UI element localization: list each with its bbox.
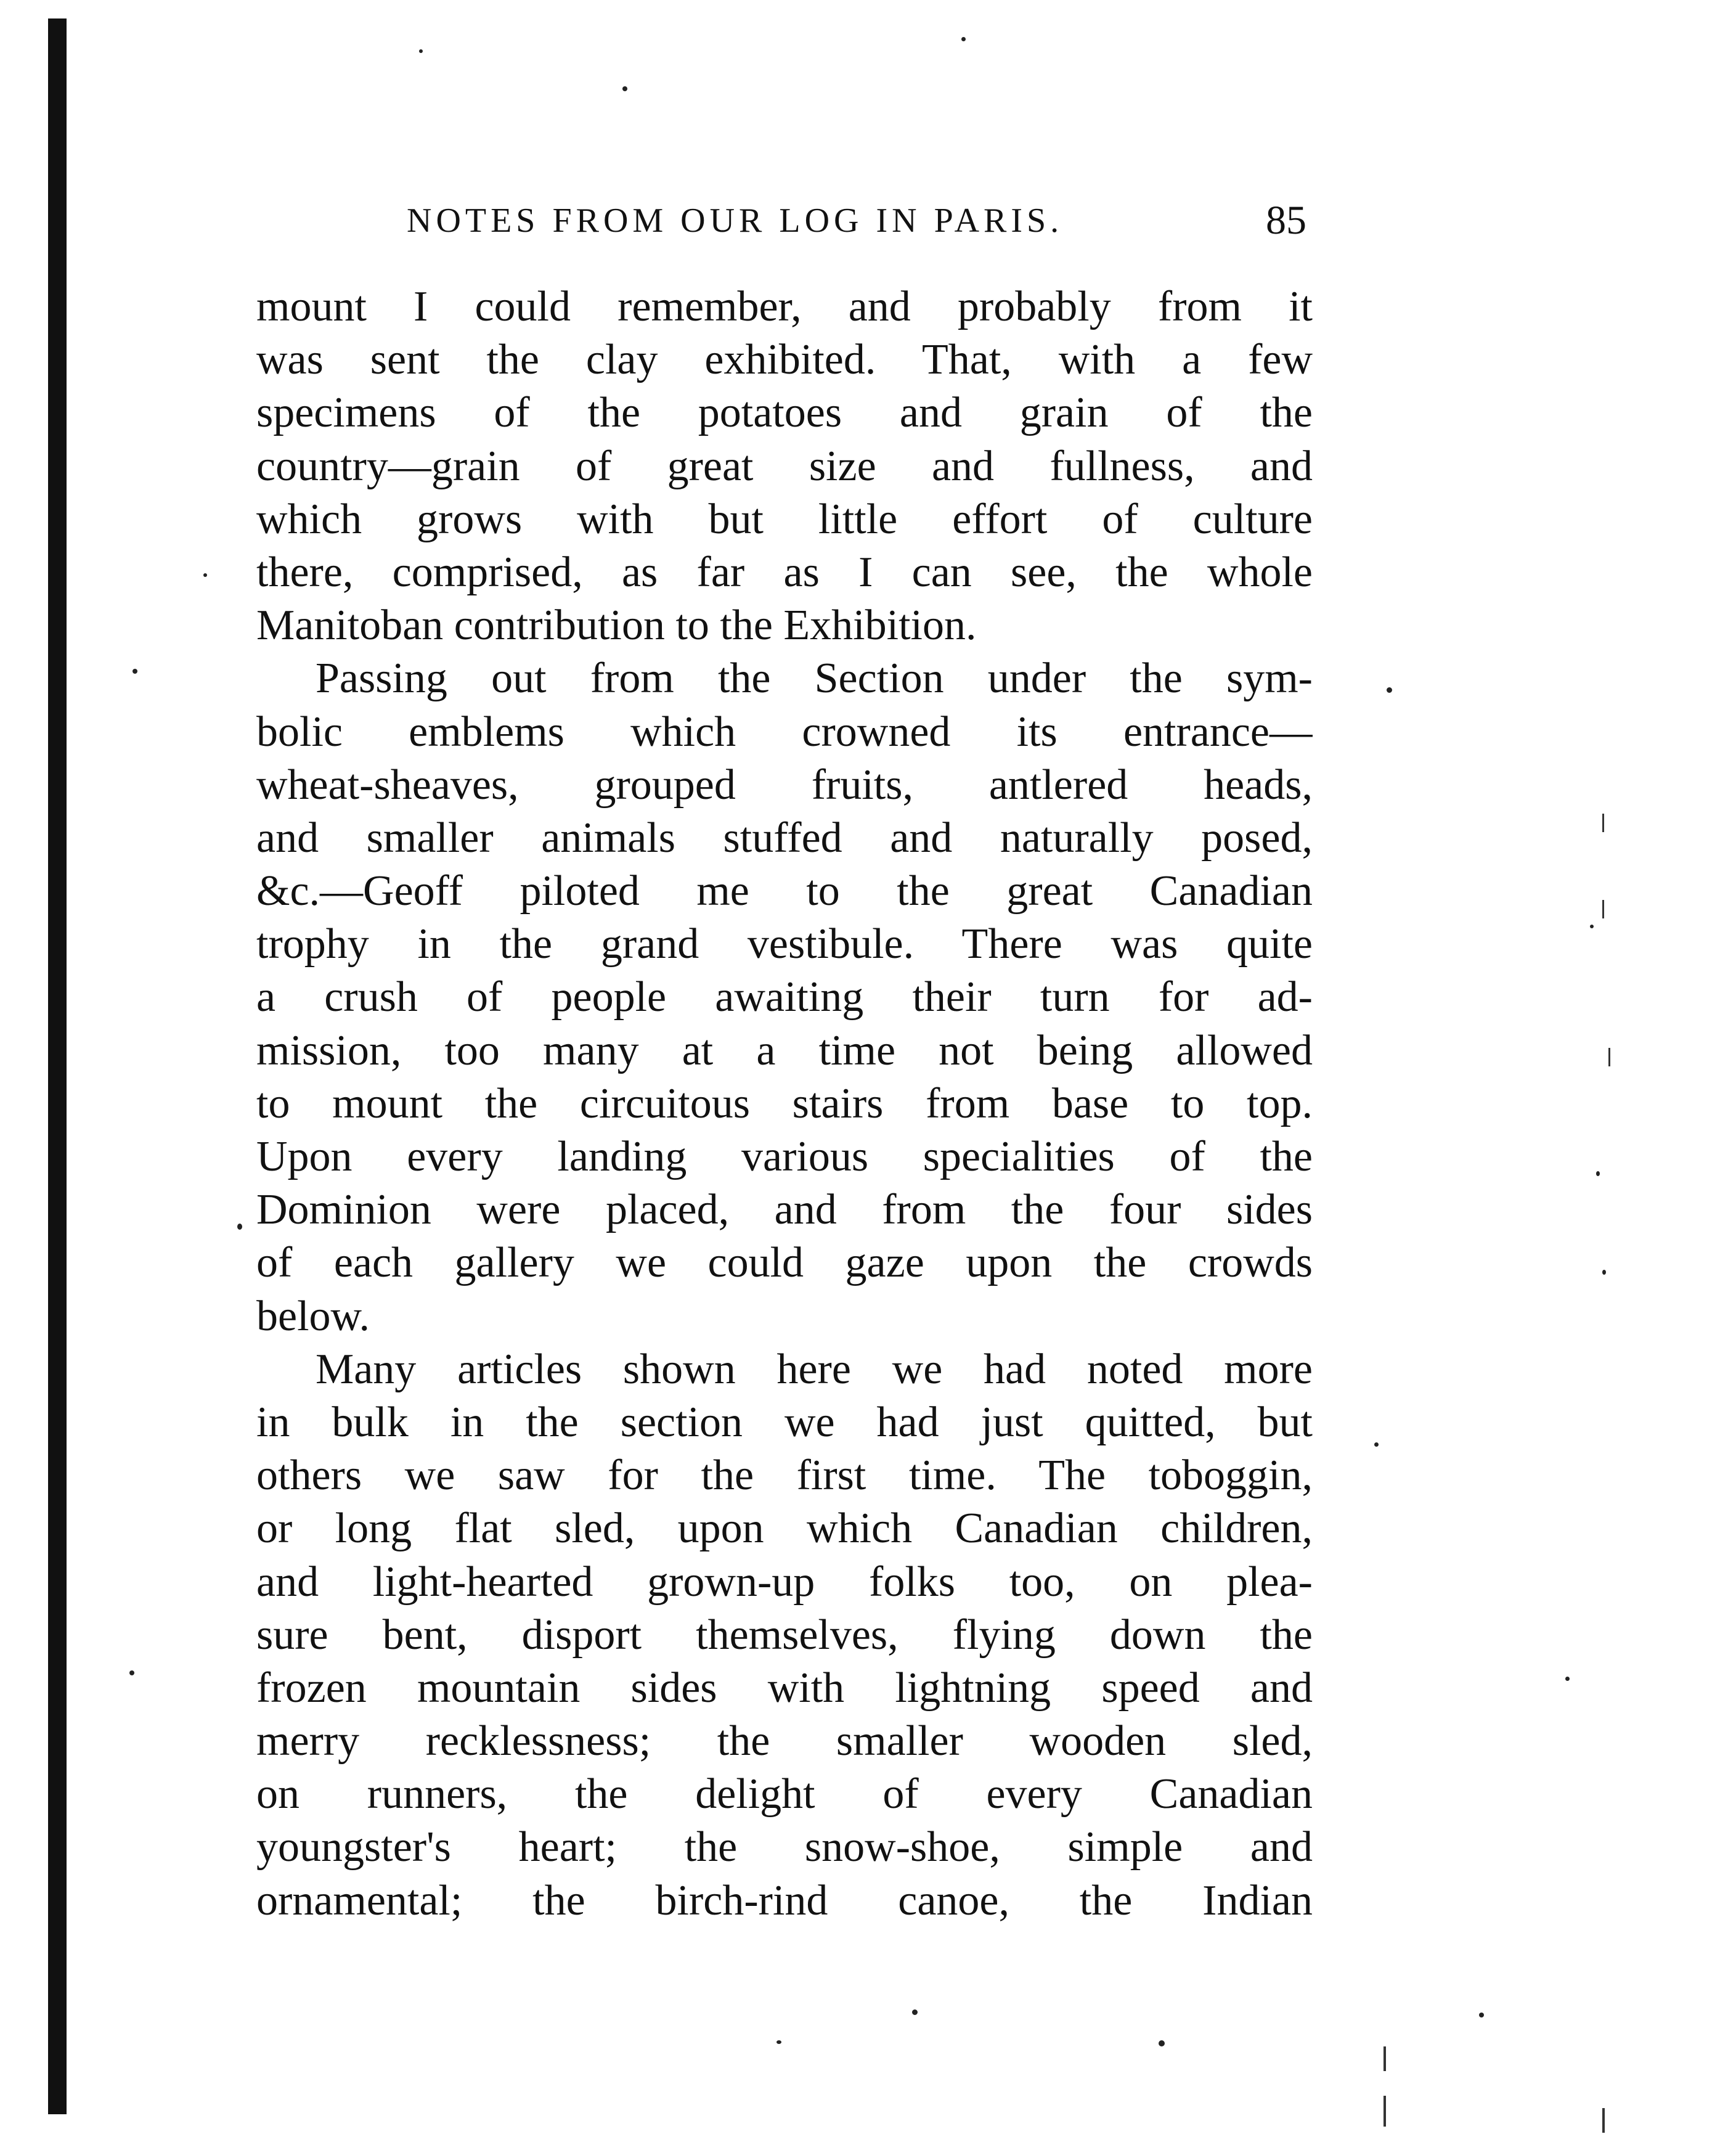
text-line: which grows with but little effort of culture bbox=[256, 495, 1313, 543]
text-line: or long flat sled, upon which Canadian children, bbox=[256, 1505, 1313, 1553]
scan-speck bbox=[912, 2009, 918, 2015]
scan-speck bbox=[129, 1670, 134, 1675]
text-line: bolic emblems which crowned its entrance— bbox=[256, 708, 1313, 756]
scan-speck bbox=[776, 2040, 781, 2044]
text-line: and smaller animals stuffed and naturally posed, bbox=[256, 814, 1313, 862]
text-line: a crush of people awaiting their turn for ad- bbox=[256, 973, 1313, 1021]
text-line: of each gallery we could gaze upon the crowds bbox=[256, 1239, 1313, 1287]
scan-speck bbox=[1387, 687, 1392, 693]
scan-speck bbox=[961, 37, 966, 41]
text-line: others we saw for the first time. The toboggin, bbox=[256, 1452, 1313, 1500]
scan-speck bbox=[132, 669, 137, 674]
scan-speck bbox=[1596, 1171, 1600, 1176]
text-line: was sent the clay exhibited. That, with a few bbox=[256, 336, 1313, 384]
scan-mark bbox=[1608, 1048, 1610, 1066]
text-line: Passing out from the Section under the sym- bbox=[316, 655, 1313, 703]
scan-mark bbox=[1602, 814, 1604, 832]
scan-mark bbox=[1602, 900, 1604, 918]
text-line: and light-hearted grown-up folks too, on plea- bbox=[256, 1558, 1313, 1606]
scan-speck bbox=[1590, 925, 1594, 928]
scan-speck bbox=[203, 573, 207, 577]
running-head-title: NOTES FROM OUR LOG IN PARIS. bbox=[407, 202, 1064, 240]
text-line: merry recklessness; the smaller wooden sled, bbox=[256, 1717, 1313, 1765]
page-number: 85 bbox=[1266, 198, 1306, 243]
text-line: below. bbox=[256, 1292, 370, 1340]
text-line: frozen mountain sides with lightning speed and bbox=[256, 1664, 1313, 1712]
text-line: &c.—Geoff piloted me to the great Canadian bbox=[256, 867, 1313, 915]
text-line: sure bent, disport themselves, flying down the bbox=[256, 1611, 1313, 1659]
text-line: on runners, the delight of every Canadian bbox=[256, 1770, 1313, 1818]
scan-speck bbox=[1565, 1677, 1570, 1681]
running-head bbox=[407, 196, 1306, 245]
scan-speck bbox=[622, 86, 627, 91]
text-line: there, comprised, as far as I can see, the whole bbox=[256, 548, 1313, 596]
scan-mark bbox=[1602, 2108, 1605, 2133]
binding-shadow bbox=[48, 18, 67, 2114]
text-line: Dominion were placed, and from the four sides bbox=[256, 1186, 1313, 1234]
scan-speck bbox=[419, 49, 423, 53]
text-line: country—grain of great size and fullness, and bbox=[256, 442, 1313, 490]
scan-speck bbox=[1479, 2013, 1484, 2017]
body-text bbox=[256, 280, 1313, 1927]
text-line: wheat-sheaves, grouped fruits, antlered heads, bbox=[256, 761, 1313, 809]
scan-speck bbox=[1159, 2040, 1165, 2046]
scan-mark bbox=[1384, 2046, 1386, 2071]
text-line: youngster's heart; the snow-shoe, simple and bbox=[256, 1823, 1313, 1871]
scan-speck bbox=[1602, 1270, 1606, 1275]
paragraph-2 bbox=[256, 652, 1313, 1343]
text-line: to mount the circuitous stairs from base to top. bbox=[256, 1079, 1313, 1127]
text-line: mount I could remember, and probably from it bbox=[256, 283, 1313, 330]
text-line: Manitoban contribution to the Exhibition. bbox=[256, 602, 977, 650]
text-line: specimens of the potatoes and grain of the bbox=[256, 389, 1313, 437]
scan-mark bbox=[1384, 2096, 1386, 2127]
text-line: mission, too many at a time not being allowed bbox=[256, 1026, 1313, 1074]
paragraph-1 bbox=[256, 280, 1313, 652]
text-line: Upon every landing various specialities of the bbox=[256, 1133, 1313, 1180]
scan-speck bbox=[237, 1224, 242, 1230]
text-line: Many articles shown here we had noted more bbox=[316, 1345, 1313, 1393]
scan-speck bbox=[1374, 1442, 1379, 1447]
text-line: in bulk in the section we had just quitted, but bbox=[256, 1398, 1313, 1446]
text-line: trophy in the grand vestibule. There was quite bbox=[256, 920, 1313, 968]
paragraph-3 bbox=[256, 1343, 1313, 1927]
text-line: ornamental; the birch-rind canoe, the Indian bbox=[256, 1876, 1313, 1924]
